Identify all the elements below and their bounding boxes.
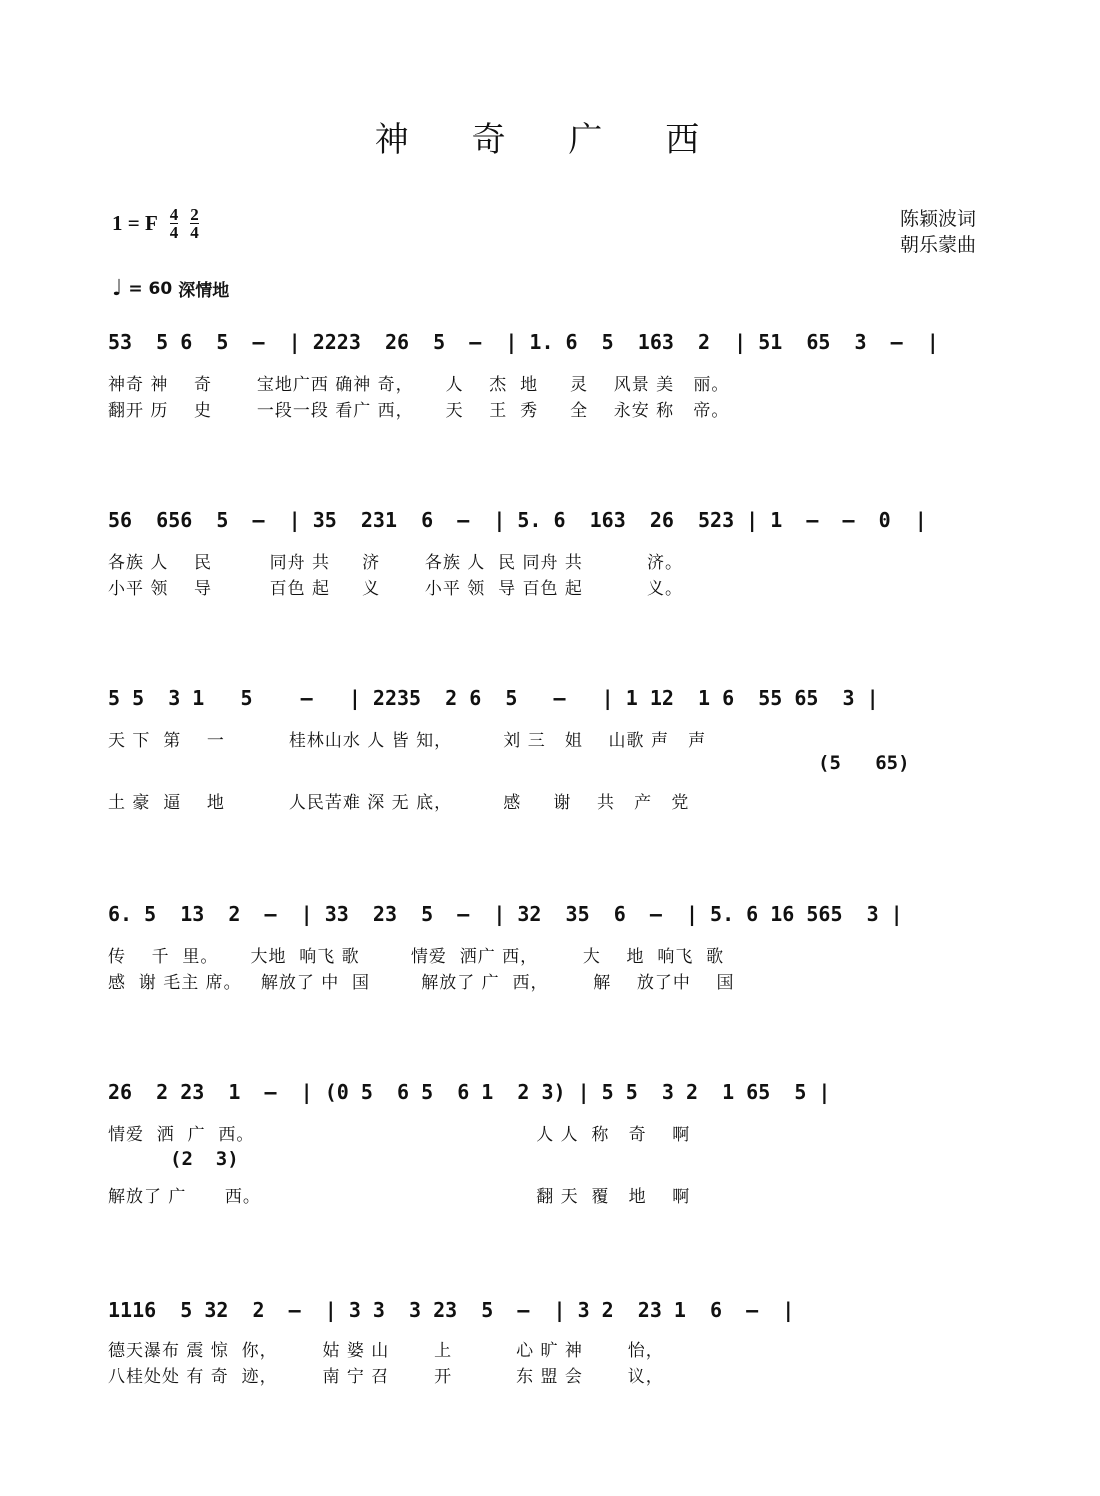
alternate-notes: (2 3): [170, 1148, 239, 1170]
notation-line: 53 5 6 5 – | 2223 26 5 – | 1. 6 5 163 2 | 51 65 3 – |: [108, 330, 939, 354]
lyric-verse-1: 神奇 神 奇 宝地广西 确神 奇， 人 杰 地 灵 风景 美 丽。: [108, 375, 730, 395]
lyric-verse-1: 各族 人 民 同舟 共 济 各族 人 民 同舟 共 济。: [108, 553, 683, 573]
notation-line: 6. 5 13 2 – | 33 23 5 – | 32 35 6 – | 5. 6 16 565 3 |: [108, 902, 903, 926]
key-label: 1 = F: [112, 211, 158, 235]
lyric-verse-2: 解放了 广 西。 翻 天 覆 地 啊: [108, 1187, 691, 1207]
notation-line: 5 5 3 1 5 – | 2235 2 6 5 – | 1 12 1 6 55 65 3 |: [108, 686, 879, 710]
tempo-value: = 60: [128, 278, 173, 299]
time-signature-1: $\frac{4}{4}$: [169, 205, 179, 242]
tempo-marking: [112, 276, 229, 301]
time-signature-2: $\frac{2}{4}$: [190, 205, 199, 242]
lyric-verse-2: 感 谢 毛主 席。 解放了 中 国 解放了 广 西， 解 放了中 国: [108, 973, 735, 993]
page-title: 神 奇 广 西: [374, 120, 726, 160]
lyric-verse-1: 德天瀑布 震 惊 你， 姑 婆 山 上 心 旷 神 怡，: [108, 1341, 664, 1361]
quarter-note-icon: ♩: [112, 276, 123, 301]
lyric-verse-1: 传 千 里。 大地 响飞 歌 情爱 洒广 西， 大 地 响飞 歌: [108, 947, 725, 967]
lyricist: 陈颖波词: [899, 208, 976, 230]
key-signature: [112, 206, 199, 241]
credits: [900, 206, 976, 258]
lyric-verse-1: 情爱 洒 广 西。 人 人 称 奇 啊: [108, 1125, 691, 1145]
composer: 朝乐蒙曲: [899, 234, 976, 256]
lyric-verse-2: 土 豪 逼 地 人民苦难 深 无 底， 感 谢 共 产 党: [108, 793, 690, 813]
lyric-verse-1: 天 下 第 一 桂林山水 人 皆 知， 刘 三 姐 山歌 声 声: [108, 731, 707, 751]
lyric-verse-2: 小平 领 导 百色 起 义 小平 领 导 百色 起 义。: [108, 579, 683, 599]
notation-line: 56 656 5 – | 35 231 6 – | 5. 6 163 26 523 | 1 – – 0 |: [108, 508, 927, 532]
notation-line: 1116 5 32 2 – | 3 3 3 23 5 – | 3 2 23 1 6 – |: [108, 1298, 795, 1322]
lyric-verse-2: 八桂处处 有 奇 迹， 南 宁 召 开 东 盟 会 议，: [108, 1367, 664, 1387]
notation-line: 26 2 23 1 – | (0 5 6 5 6 1 2 3) | 5 5 3 2 1 65 5 |: [108, 1080, 831, 1104]
lyric-verse-2: 翻开 历 史 一段一段 看广 西， 天 王 秀 全 永安 称 帝。: [108, 401, 730, 421]
expression-mark: 深情地: [178, 281, 230, 301]
alternate-notes: (5 65): [818, 752, 910, 774]
